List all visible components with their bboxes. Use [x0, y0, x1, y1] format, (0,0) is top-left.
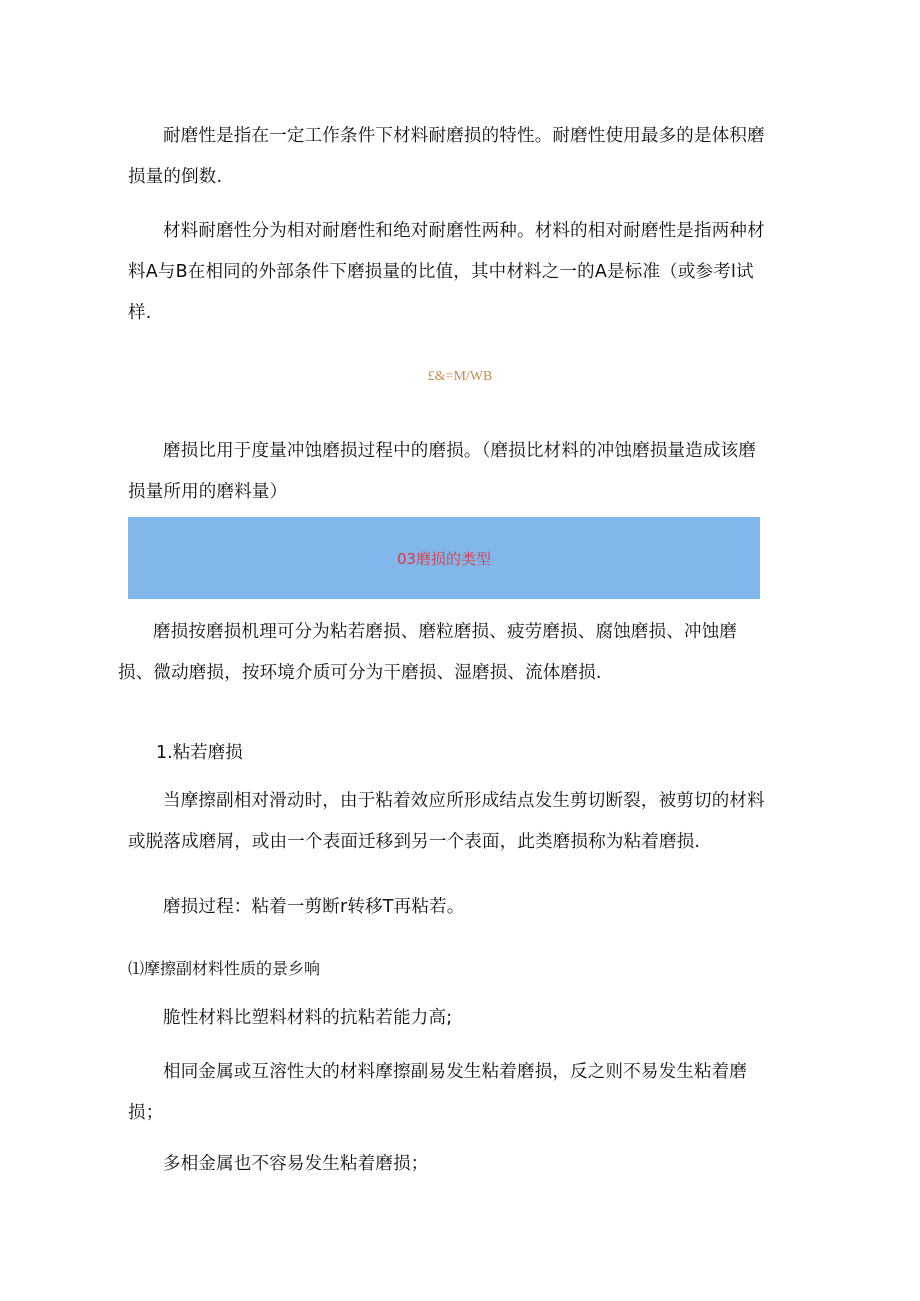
paragraph-wear-process: 磨损过程：粘着一剪断r转移T再粘若。: [163, 897, 465, 917]
heading-adhesive-wear: 1.粘若磨损: [156, 743, 243, 763]
paragraph-multiphase-metals: 多相金属也不容易发生粘着磨损；: [163, 1154, 429, 1174]
paragraph-same-metals: 相同金属或互溶性大的材料摩擦副易发生粘着磨损，反之则不易发生粘着磨损；: [128, 1062, 748, 1123]
paragraph-relative-wear-resistance: 材料耐磨性分为相对耐磨性和绝对耐磨性两种。材料的相对耐磨性是指两种材料A与B在相同的外部条件下磨损量的比值，其中材料之一的A是标准（或参考l试样.: [128, 221, 765, 323]
paragraph-adhesive-wear-definition: 当摩擦副相对滑动时，由于粘着效应所形成结点发生剪切断裂，被剪切的材料或脱落成磨屑，或由一个表面迁移到另一个表面，此类磨损称为粘着磨损.: [128, 791, 765, 852]
formula-wear-ratio: £&=M/WB: [427, 369, 493, 384]
paragraph-wear-types: 磨损按磨损机理可分为粘若磨损、磨粒磨损、疲劳磨损、腐蚀磨损、冲蚀磨损、微动磨损，按环境介质可分为干磨损、湿磨损、流体磨损.: [118, 622, 738, 683]
section-title: 03磨损的类型: [396, 549, 492, 568]
heading-material-properties: ⑴摩擦副材料性质的景乡响: [128, 959, 321, 978]
paragraph-wear-resistance-definition: 耐磨性是指在一定工作条件下材料耐磨损的特性。耐磨性使用最多的是体积磨损量的倒数.: [128, 126, 765, 187]
paragraph-wear-ratio: 磨损比用于度量冲蚀磨损过程中的磨损。（磨损比材料的冲蚀磨损量造成该磨损量所用的磨料量）: [128, 441, 757, 502]
paragraph-brittle-materials: 脆性材料比塑料材料的抗粘若能力高;: [163, 1008, 453, 1028]
section-banner: [128, 517, 760, 599]
